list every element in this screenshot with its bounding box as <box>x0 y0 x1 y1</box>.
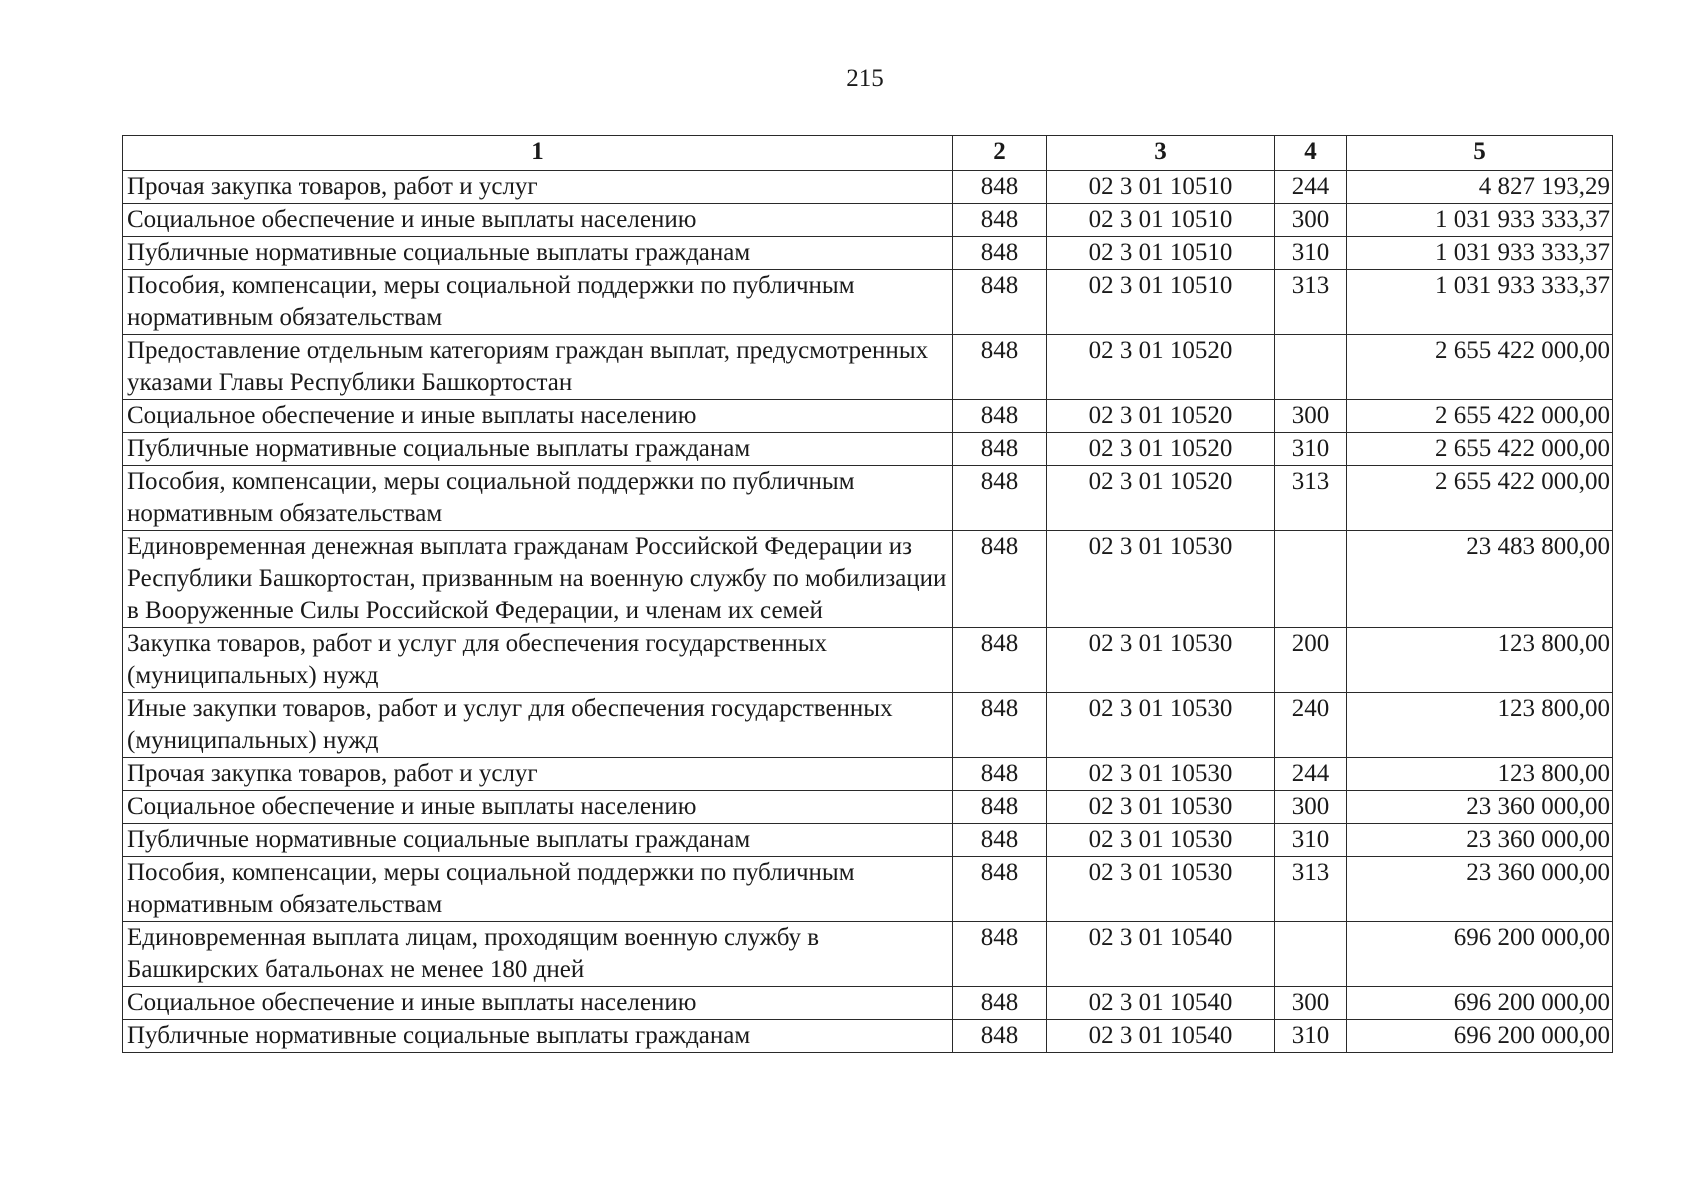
row-target-article-cell: 02 3 01 10530 <box>1047 857 1275 922</box>
row-code-cell: 848 <box>953 237 1047 270</box>
row-code-cell: 848 <box>953 400 1047 433</box>
row-expense-type-cell: 200 <box>1275 628 1347 693</box>
row-name-cell: Пособия, компенсации, меры социальной поддержки по публичным нормативным обязательствам <box>123 270 953 335</box>
row-target-article-cell: 02 3 01 10540 <box>1047 1020 1275 1053</box>
row-expense-type-cell: 244 <box>1275 171 1347 204</box>
row-code-cell: 848 <box>953 758 1047 791</box>
table-row <box>123 857 1613 922</box>
row-target-article-cell: 02 3 01 10520 <box>1047 335 1275 400</box>
row-amount-cell: 696 200 000,00 <box>1347 1020 1613 1053</box>
row-name-cell: Единовременная денежная выплата гражданам Российской Федерации из Республики Башкортостан, призванным на военную службу по мобилизации в Вооруженные Силы Российской Федерации, и членам их семей <box>123 531 953 628</box>
row-name-cell: Социальное обеспечение и иные выплаты населению <box>123 204 953 237</box>
table-row <box>123 237 1613 270</box>
row-expense-type-cell: 310 <box>1275 433 1347 466</box>
table-row <box>123 531 1613 628</box>
row-name-cell: Иные закупки товаров, работ и услуг для обеспечения государственных (муниципальных) нужд <box>123 693 953 758</box>
row-name-cell: Социальное обеспечение и иные выплаты населению <box>123 791 953 824</box>
row-code-cell: 848 <box>953 531 1047 628</box>
row-expense-type-cell: 313 <box>1275 466 1347 531</box>
table-row <box>123 1020 1613 1053</box>
row-code-cell: 848 <box>953 171 1047 204</box>
column-header-4: 4 <box>1275 136 1347 171</box>
row-name-cell: Публичные нормативные социальные выплаты гражданам <box>123 237 953 270</box>
row-name-cell: Социальное обеспечение и иные выплаты населению <box>123 987 953 1020</box>
row-code-cell: 848 <box>953 1020 1047 1053</box>
row-target-article-cell: 02 3 01 10520 <box>1047 400 1275 433</box>
row-amount-cell: 2 655 422 000,00 <box>1347 335 1613 400</box>
row-name-cell: Пособия, компенсации, меры социальной поддержки по публичным нормативным обязательствам <box>123 857 953 922</box>
row-code-cell: 848 <box>953 693 1047 758</box>
row-target-article-cell: 02 3 01 10510 <box>1047 171 1275 204</box>
row-expense-type-cell: 300 <box>1275 204 1347 237</box>
row-amount-cell: 123 800,00 <box>1347 758 1613 791</box>
row-target-article-cell: 02 3 01 10510 <box>1047 270 1275 335</box>
row-amount-cell: 23 360 000,00 <box>1347 791 1613 824</box>
row-expense-type-cell <box>1275 531 1347 628</box>
table-row <box>123 987 1613 1020</box>
row-code-cell: 848 <box>953 824 1047 857</box>
row-code-cell: 848 <box>953 433 1047 466</box>
row-expense-type-cell: 310 <box>1275 824 1347 857</box>
row-amount-cell: 123 800,00 <box>1347 693 1613 758</box>
row-code-cell: 848 <box>953 987 1047 1020</box>
row-target-article-cell: 02 3 01 10510 <box>1047 204 1275 237</box>
table-row <box>123 922 1613 987</box>
column-header-3: 3 <box>1047 136 1275 171</box>
row-amount-cell: 23 483 800,00 <box>1347 531 1613 628</box>
row-expense-type-cell: 244 <box>1275 758 1347 791</box>
row-target-article-cell: 02 3 01 10530 <box>1047 791 1275 824</box>
row-code-cell: 848 <box>953 857 1047 922</box>
row-expense-type-cell: 313 <box>1275 270 1347 335</box>
row-expense-type-cell <box>1275 922 1347 987</box>
row-target-article-cell: 02 3 01 10530 <box>1047 824 1275 857</box>
row-amount-cell: 1 031 933 333,37 <box>1347 204 1613 237</box>
row-target-article-cell: 02 3 01 10520 <box>1047 433 1275 466</box>
table-row <box>123 693 1613 758</box>
row-code-cell: 848 <box>953 922 1047 987</box>
row-name-cell: Публичные нормативные социальные выплаты гражданам <box>123 1020 953 1053</box>
table-header-row <box>123 136 1613 171</box>
table-row <box>123 466 1613 531</box>
table-row <box>123 758 1613 791</box>
row-code-cell: 848 <box>953 270 1047 335</box>
row-target-article-cell: 02 3 01 10530 <box>1047 628 1275 693</box>
budget-table <box>122 135 1613 1053</box>
row-target-article-cell: 02 3 01 10530 <box>1047 531 1275 628</box>
row-expense-type-cell <box>1275 335 1347 400</box>
table-row <box>123 628 1613 693</box>
row-expense-type-cell: 313 <box>1275 857 1347 922</box>
row-code-cell: 848 <box>953 791 1047 824</box>
row-expense-type-cell: 300 <box>1275 987 1347 1020</box>
row-amount-cell: 23 360 000,00 <box>1347 824 1613 857</box>
row-amount-cell: 1 031 933 333,37 <box>1347 270 1613 335</box>
row-name-cell: Прочая закупка товаров, работ и услуг <box>123 758 953 791</box>
row-amount-cell: 2 655 422 000,00 <box>1347 400 1613 433</box>
row-name-cell: Публичные нормативные социальные выплаты гражданам <box>123 824 953 857</box>
table-row <box>123 791 1613 824</box>
row-target-article-cell: 02 3 01 10540 <box>1047 987 1275 1020</box>
row-amount-cell: 123 800,00 <box>1347 628 1613 693</box>
row-target-article-cell: 02 3 01 10530 <box>1047 758 1275 791</box>
row-name-cell: Социальное обеспечение и иные выплаты населению <box>123 400 953 433</box>
table-row <box>123 433 1613 466</box>
row-amount-cell: 2 655 422 000,00 <box>1347 433 1613 466</box>
row-amount-cell: 1 031 933 333,37 <box>1347 237 1613 270</box>
table-row <box>123 400 1613 433</box>
row-name-cell: Прочая закупка товаров, работ и услуг <box>123 171 953 204</box>
row-target-article-cell: 02 3 01 10540 <box>1047 922 1275 987</box>
row-target-article-cell: 02 3 01 10530 <box>1047 693 1275 758</box>
row-target-article-cell: 02 3 01 10520 <box>1047 466 1275 531</box>
table-row <box>123 335 1613 400</box>
row-name-cell: Закупка товаров, работ и услуг для обеспечения государственных (муниципальных) нужд <box>123 628 953 693</box>
row-amount-cell: 23 360 000,00 <box>1347 857 1613 922</box>
row-amount-cell: 4 827 193,29 <box>1347 171 1613 204</box>
row-code-cell: 848 <box>953 204 1047 237</box>
column-header-2: 2 <box>953 136 1047 171</box>
row-name-cell: Пособия, компенсации, меры социальной поддержки по публичным нормативным обязательствам <box>123 466 953 531</box>
row-amount-cell: 696 200 000,00 <box>1347 922 1613 987</box>
row-code-cell: 848 <box>953 335 1047 400</box>
row-expense-type-cell: 240 <box>1275 693 1347 758</box>
column-header-5: 5 <box>1347 136 1613 171</box>
row-name-cell: Публичные нормативные социальные выплаты гражданам <box>123 433 953 466</box>
table-row <box>123 204 1613 237</box>
table-row <box>123 824 1613 857</box>
row-name-cell: Единовременная выплата лицам, проходящим военную службу в Башкирских батальонах не менее 180 дней <box>123 922 953 987</box>
row-expense-type-cell: 300 <box>1275 400 1347 433</box>
table-body <box>123 171 1613 1053</box>
table-row <box>123 270 1613 335</box>
page-number: 215 <box>846 65 884 92</box>
row-code-cell: 848 <box>953 628 1047 693</box>
row-code-cell: 848 <box>953 466 1047 531</box>
row-expense-type-cell: 300 <box>1275 791 1347 824</box>
row-target-article-cell: 02 3 01 10510 <box>1047 237 1275 270</box>
table-row <box>123 171 1613 204</box>
row-amount-cell: 696 200 000,00 <box>1347 987 1613 1020</box>
row-amount-cell: 2 655 422 000,00 <box>1347 466 1613 531</box>
row-expense-type-cell: 310 <box>1275 237 1347 270</box>
row-name-cell: Предоставление отдельным категориям граждан выплат, предусмотренных указами Главы Республики Башкортостан <box>123 335 953 400</box>
column-header-1: 1 <box>123 136 953 171</box>
row-expense-type-cell: 310 <box>1275 1020 1347 1053</box>
